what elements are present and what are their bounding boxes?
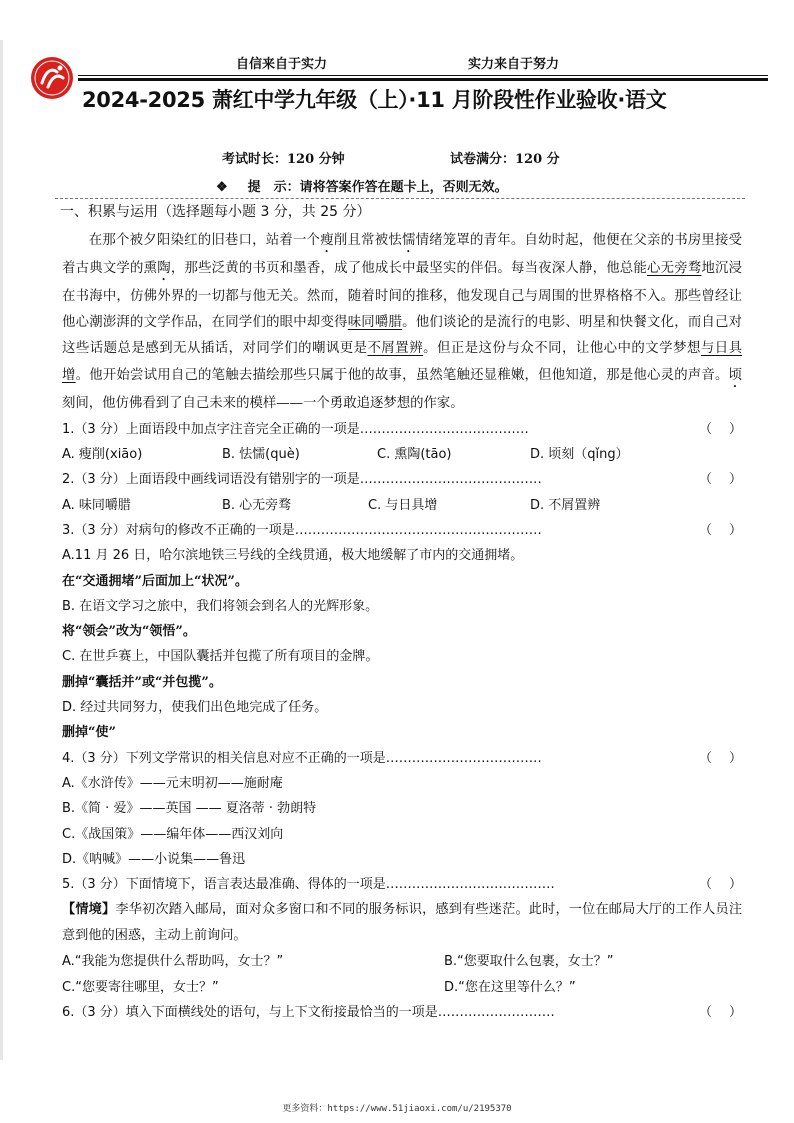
option-a: A.《水浒传》——元末明初——施耐庵	[62, 775, 283, 791]
footer-link[interactable]: 更多资料：https://www.51jiaoxi.com/u/2195370	[282, 1104, 512, 1114]
underlined-word: 不屑置辨	[367, 341, 424, 357]
answer-paren-right: ）	[728, 523, 742, 538]
option-b-fix: 将“领会”改为“领悟”。	[62, 624, 196, 640]
passage-text: ，那些泛黄的书页和墨香，成了他成长中最坚实的伴侣。每当夜深人静，他总能	[170, 261, 648, 276]
tip-text: 提 示：请将答案作答在题卡上，否则无效。	[247, 180, 508, 195]
section-title: 一、积累与运用（选择题每小题 3 分，共 25 分）	[60, 204, 371, 220]
option-d-fix: 删掉“使”	[62, 725, 116, 741]
school-logo-icon	[30, 56, 74, 100]
scan-edge	[0, 40, 3, 1060]
question-5	[62, 872, 742, 897]
question-2-options	[62, 493, 742, 518]
answer-paren-right: ）	[728, 421, 742, 437]
motto-right: 实力来自于努力	[468, 57, 560, 72]
option-d: D. 顷刻（qǐng）	[530, 447, 629, 463]
question-5-stem: 5.（3 分）下面情境下，语言表达最准确、得体的一项是…………………………………	[62, 877, 555, 893]
reading-passage	[62, 228, 742, 417]
option-b: B.“您要取什么包裹，女士？”	[444, 954, 614, 970]
divider	[55, 198, 745, 199]
question-1-options	[62, 442, 742, 467]
scenario-label: 【情境】	[62, 902, 116, 918]
scenario	[62, 897, 742, 949]
answer-paren-left: （	[698, 523, 712, 538]
exam-duration: 考试时长：120 分钟	[222, 152, 345, 167]
option-b: B.《简 · 爱》——英国 —— 夏洛蒂 · 勃朗特	[62, 801, 317, 817]
question-4	[62, 746, 742, 771]
question-5-options-row-2	[62, 975, 742, 1000]
exam-tip	[216, 176, 508, 195]
passage-text: 削	[333, 233, 348, 248]
question-1	[62, 417, 742, 442]
option-c: C.“您要寄往哪里，女士？”	[62, 979, 219, 995]
passage-text: 且常被	[347, 233, 389, 248]
answer-paren-right: ）	[728, 877, 742, 893]
header	[28, 48, 772, 138]
passage-text: 地沉浸在书海中，仿佛外界的一切都与他无关。然而，随着时间的推移，他发现自己与周围的世界格格不入。那些曾经让他心潮澎湃的文学作品，在同学们的眼中却变得	[62, 261, 743, 331]
option-c: C. 熏陶(tāo)	[377, 447, 452, 463]
passage-text: 。他们谈论的是流行的电影、明星和快餐文化，而自己对这些话题总是感到无从插话，对同学们的嘲讽更是	[62, 315, 743, 357]
option-d: D.《呐喊》——小说集——鲁迅	[62, 851, 246, 867]
header-rule-thin	[78, 75, 768, 76]
question-1-stem: 1.（3 分）上面语段中加点字注音完全正确的一项是…………………………………	[62, 421, 529, 437]
exam-title: 2024-2025 萧红中学九年级（上）·11 月阶段性作业验收·语文	[82, 88, 667, 112]
diamond-icon: ❖	[216, 180, 228, 195]
option-a: A.11 月 26 日，哈尔滨地铁三号线的全线贯通，极大地缓解了市内的交通拥堵。	[62, 548, 524, 564]
answer-paren-right: ）	[728, 750, 742, 766]
option-b: B. 怯懦(què)	[222, 447, 300, 463]
option-b: B. 在语文学习之旅中，我们将领会到名人的光辉形象。	[62, 598, 379, 614]
underlined-word: 味同嚼腊	[347, 315, 403, 331]
content	[62, 202, 742, 1025]
question-3-stem: 3.（3 分）对病句的修改不正确的一项是…………………………………………………	[62, 523, 542, 538]
option-c: C. 与日具增	[368, 497, 438, 513]
dotted-char: 陶	[157, 261, 171, 276]
header-rule-thick	[78, 78, 768, 81]
answer-paren-left: （	[698, 877, 712, 893]
option-c: C.《战国策》——编年体——西汉刘向	[62, 826, 284, 842]
question-5-options-row-1	[62, 949, 742, 974]
answer-paren-right: ）	[728, 1005, 742, 1021]
exam-full-mark: 试卷满分：120 分	[450, 152, 560, 167]
option-d: D.“您在这里等什么？”	[444, 979, 576, 995]
option-a: A. 味同嚼腊	[62, 497, 131, 513]
option-b: B. 心无旁骛	[222, 497, 292, 513]
answer-paren-left: （	[698, 750, 712, 766]
answer-paren-left: （	[698, 472, 712, 488]
scenario-text: 李华初次踏入邮局，面对众多窗口和不同的服务标识，感到有些迷茫。此时，一位在邮局大厅的工作人员注意到他的困惑，主动上前询问。	[62, 902, 743, 944]
motto-left: 自信来自于实力	[236, 57, 328, 72]
underlined-word: 心无旁骛	[647, 261, 702, 276]
passage-text: 。但正是这份与众不同，让他心中的文学梦想	[423, 341, 701, 357]
option-a-fix: 在“交通拥堵”后面加上“状况”。	[62, 573, 248, 589]
dotted-char: 顷	[728, 367, 743, 383]
question-6	[62, 1000, 742, 1025]
underlined-word: 与日具增	[62, 341, 743, 383]
passage-text: 熏	[143, 261, 158, 276]
passage-text: 间，他仿佛看到了自己未来的模样——一个勇敢追逐梦想的作家。	[75, 395, 464, 411]
question-2-stem: 2.（3 分）上面语段中画线词语没有错别字的一项是……………………………………	[62, 472, 542, 488]
question-3	[62, 518, 742, 543]
passage-text: 在那个被夕阳染红的旧巷口，站着一个	[88, 233, 321, 248]
passage-text: 情绪笼罩的青年。自幼时起，他便在父亲的书房里接受着古典文学的	[62, 233, 743, 276]
answer-paren-left: （	[698, 421, 712, 437]
dotted-char: 瘦	[320, 233, 334, 248]
option-c: C. 在世乒赛上，中国队囊括并包揽了所有项目的金牌。	[62, 649, 379, 665]
question-6-stem: 6.（3 分）填入下面横线处的语句，与上下文衔接最恰当的一项是………………………	[62, 1005, 555, 1021]
option-a: A.“我能为您提供什么帮助吗，女士？”	[62, 954, 284, 970]
dotted-char: 懦	[401, 233, 416, 248]
answer-paren-right: ）	[728, 472, 742, 488]
option-a: A. 瘦削(xiāo)	[62, 447, 143, 463]
answer-paren-left: （	[698, 1005, 712, 1021]
passage-text: 刻	[62, 395, 76, 411]
question-2	[62, 467, 742, 492]
question-4-stem: 4.（3 分）下列文学常识的相关信息对应不正确的一项是………………………………	[62, 750, 542, 766]
passage-text: 怯	[388, 233, 402, 248]
option-c-fix: 删掉“囊括并”或“并包揽”。	[62, 674, 222, 690]
passage-text: 。他开始尝试用自己的笔触去描绘那些只属于他的故事，虽然笔触还显稚嫩，但他知道，那是他心灵的声音。	[75, 367, 729, 383]
option-d: D. 经过共同努力，使我们出色地完成了任务。	[62, 700, 328, 716]
option-d: D. 不屑置辨	[530, 497, 601, 513]
